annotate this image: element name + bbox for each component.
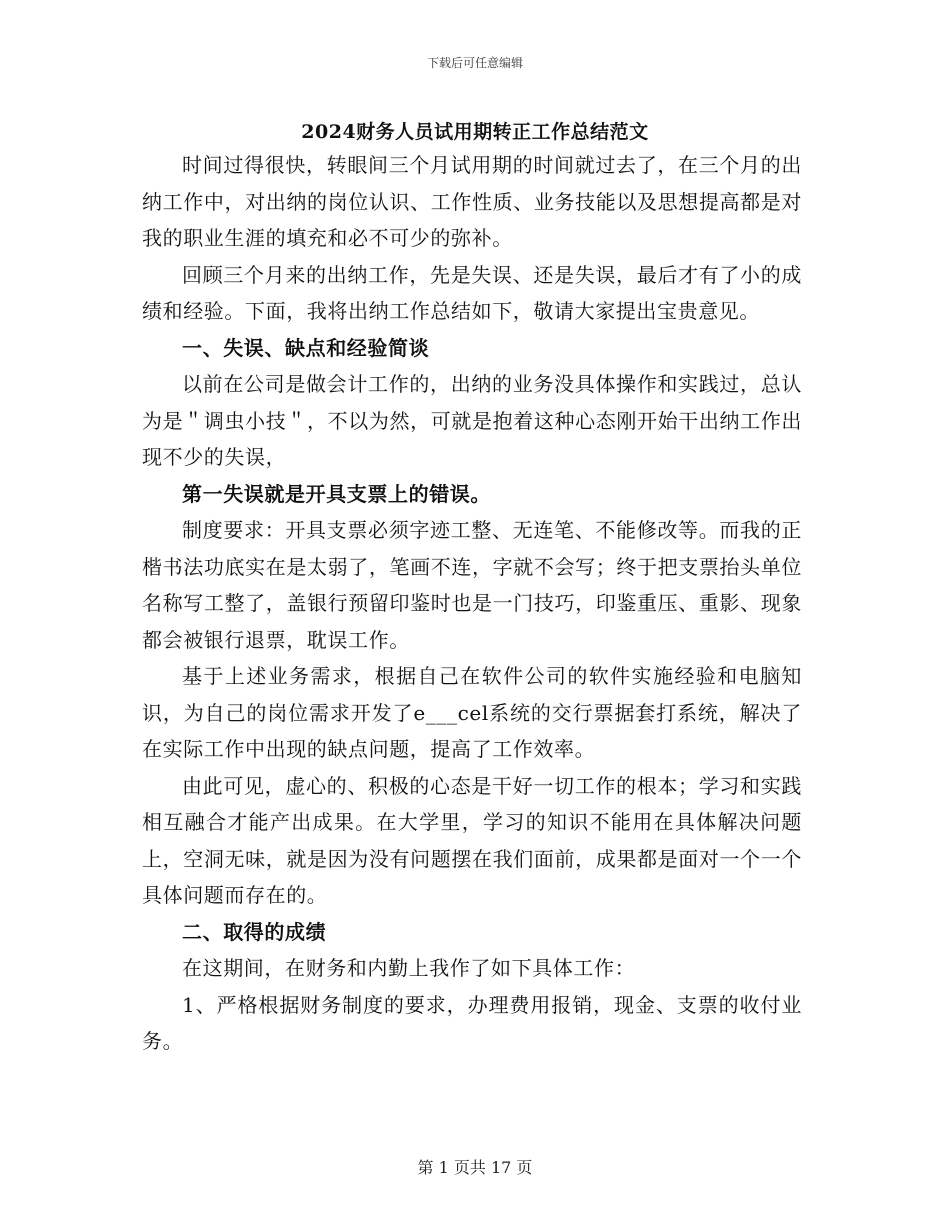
paragraph: 以前在公司是做会计工作的，出纳的业务没具体操作和实践过，总认为是＂调虫小技＂，不以为然，可就是抱着这种心态刚开始干出纳工作出现不少的失误，	[142, 372, 802, 469]
paragraph: 由此可见，虚心的、积极的心态是干好一切工作的根本；学习和实践相互融合才能产出成果。在大学里，学习的知识不能用在具体解决问题上，空洞无味，就是因为没有问题摆在我们面前，成果都是面对一个一个具体问题而存在的。	[142, 773, 802, 907]
paragraph: 基于上述业务需求，根据自己在软件公司的软件实施经验和电脑知识，为自己的岗位需求开发了e___cel系统的交行票据套打系统，解决了在实际工作中出现的缺点问题，提高了工作效率。	[142, 664, 802, 761]
header-note: 下载后可任意编辑	[426, 56, 523, 70]
paragraph: 制度要求：开具支票必须字迹工整、无连笔、不能修改等。而我的正楷书法功底实在是太弱了，笔画不连，字就不会写；终于把支票抬头单位名称写工整了，盖银行预留印鉴时也是一门技巧，印鉴重压、重影、现象都会被银行退票，耽误工作。	[142, 518, 802, 652]
paragraph: 在这期间，在财务和内勤上我作了如下具体工作：	[182, 956, 636, 980]
paragraph: 回顾三个月来的出纳工作，先是失误、还是失误，最后才有了小的成绩和经验。下面，我将出纳工作总结如下，敬请大家提出宝贵意见。	[142, 262, 802, 323]
section-heading: 二、取得的成绩	[182, 919, 327, 944]
page-number: 第 1 页共 17 页	[417, 1158, 533, 1177]
document-title: 2024财务人员试用期转正工作总结范文	[301, 121, 649, 143]
paragraph: 时间过得很快，转眼间三个月试用期的时间就过去了，在三个月的出纳工作中，对出纳的岗位认识、工作性质、业务技能以及思想提高都是对我的职业生涯的填充和必不可少的弥补。	[142, 153, 802, 250]
subsection-heading: 第一失误就是开具支票上的错误。	[182, 481, 491, 506]
document-body	[142, 147, 802, 1060]
section-heading: 一、失误、缺点和经验简谈	[182, 335, 430, 360]
paragraph: 1、严格根据财务制度的要求，办理费用报销，现金、支票的收付业务。	[142, 992, 802, 1053]
